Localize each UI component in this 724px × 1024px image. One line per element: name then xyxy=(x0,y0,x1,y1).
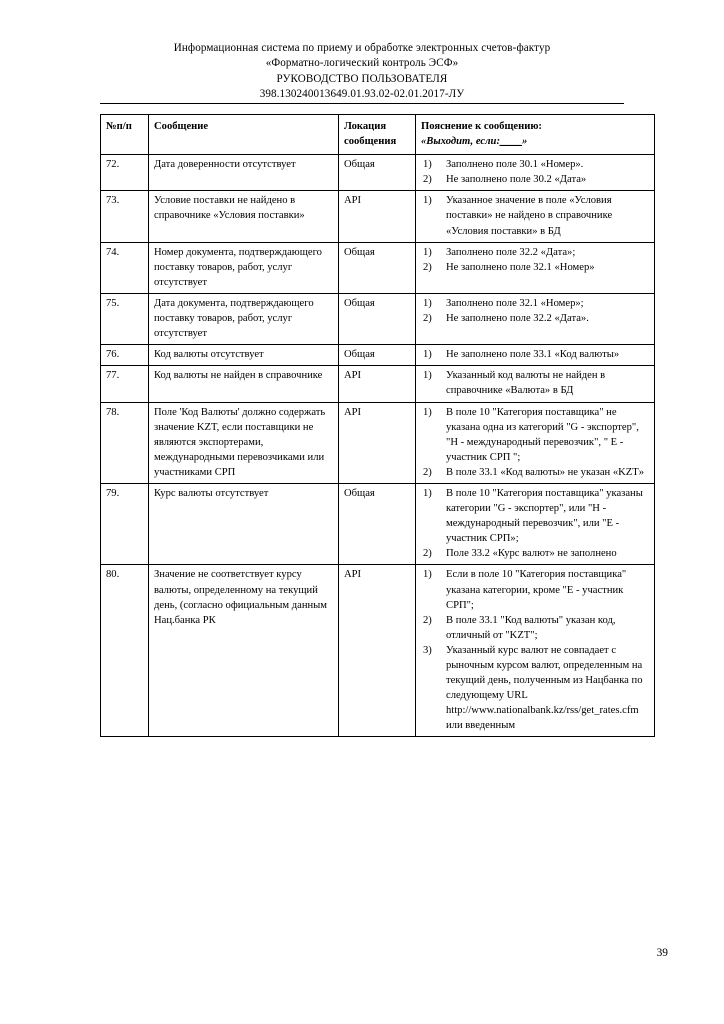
cell-number: 75. xyxy=(101,293,149,344)
cell-explanation xyxy=(416,345,655,366)
column-header-location: Локация сообщения xyxy=(339,115,416,155)
explanation-item: В поле 33.1 "Код валюты" указан код, отличный от "KZT"; xyxy=(446,614,616,641)
table-row xyxy=(101,402,655,483)
cell-location: API xyxy=(339,366,416,402)
cell-location: API xyxy=(339,402,416,483)
cell-number: 80. xyxy=(101,565,149,737)
cell-message: Поле 'Код Валюты' должно содержать значение KZT, если поставщики не являются экспортерами, международными перевозчиками или участниками СРП xyxy=(149,402,339,483)
cell-message: Дата доверенности отсутствует xyxy=(149,155,339,191)
table-row xyxy=(101,366,655,402)
cell-location: Общая xyxy=(339,345,416,366)
explanation-item: Заполнено поле 30.1 «Номер». xyxy=(446,159,584,171)
cell-location: Общая xyxy=(339,293,416,344)
cell-message: Код валюты отсутствует xyxy=(149,345,339,366)
column-header-explanation xyxy=(416,115,655,155)
cell-message: Курс валюты отсутствует xyxy=(149,483,339,564)
subtitle-close-text: » xyxy=(522,136,528,148)
table-row xyxy=(101,345,655,366)
cell-number: 72. xyxy=(101,155,149,191)
explanation-item: Заполнено поле 32.2 «Дата»; xyxy=(446,246,576,258)
messages-table xyxy=(100,114,655,737)
cell-number: 79. xyxy=(101,483,149,564)
header-line-doc-code: 398.130240013649.01.93.02-02.01.2017-ЛУ xyxy=(259,87,465,100)
explanation-item: Не заполнено поле 30.2 «Дата» xyxy=(446,174,587,186)
cell-explanation xyxy=(416,293,655,344)
explanation-list xyxy=(421,296,650,326)
header-line-doc-type: РУКОВОДСТВО ПОЛЬЗОВАТЕЛЯ xyxy=(276,72,448,85)
cell-location: Общая xyxy=(339,242,416,293)
subtitle-open-text: «Выходит, если: xyxy=(421,136,500,148)
page-number: 39 xyxy=(656,947,668,959)
header-line-system-name: Информационная система по приему и обработке электронных счетов-фактур xyxy=(173,42,551,54)
explanation-list xyxy=(421,157,650,187)
table-header xyxy=(101,115,655,155)
explanation-item: В поле 33.1 «Код валюты» не указан «KZT» xyxy=(446,466,645,478)
cell-location: API xyxy=(339,565,416,737)
header-line-subsystem-name: «Форматно-логический контроль ЭСФ» xyxy=(265,57,459,70)
table-row xyxy=(101,293,655,344)
table-body xyxy=(101,155,655,737)
document-header xyxy=(100,41,624,102)
explanation-item: Указанное значение в поле «Условия поставки» не найдено в справочнике «Условия поставки» в БД xyxy=(446,195,613,237)
cell-explanation xyxy=(416,366,655,402)
explanation-list xyxy=(421,486,650,561)
table-row xyxy=(101,191,655,242)
cell-message: Код валюты не найден в справочнике xyxy=(149,366,339,402)
column-header-explanation-title: Пояснение к сообщению: xyxy=(421,121,542,132)
explanation-item: Указанный курс валют не совпадает с рыночным курсом валют, определенным на текущий день, полученным из Нацбанка по следующему URL http://www.nationalbank.kz/rss/get_rates.cfm или введенным xyxy=(446,644,643,732)
cell-number: 78. xyxy=(101,402,149,483)
explanation-item: Не заполнено поле 32.1 «Номер» xyxy=(446,261,595,273)
header-divider-rule xyxy=(100,103,624,104)
cell-explanation xyxy=(416,565,655,737)
column-header-message: Сообщение xyxy=(149,115,339,155)
cell-message: Значение не соответствует курсу валюты, определенному на текущий день, (согласно официальным данным Нац.банка РК xyxy=(149,565,339,737)
cell-explanation xyxy=(416,242,655,293)
table-header-row xyxy=(101,115,655,155)
explanation-item: Не заполнено поле 32.2 «Дата». xyxy=(446,313,589,325)
subtitle-blank-underline: ____ xyxy=(499,136,523,148)
explanation-item: Указанный код валюты не найден в справочнике «Валюта» в БД xyxy=(446,370,606,397)
cell-explanation xyxy=(416,402,655,483)
cell-explanation xyxy=(416,191,655,242)
column-header-explanation-subtitle xyxy=(421,134,650,149)
table-row xyxy=(101,565,655,737)
cell-number: 76. xyxy=(101,345,149,366)
explanation-item: Если в поле 10 "Категория поставщика" указана категории, кроме "E - участник СРП"; xyxy=(446,569,627,611)
messages-table-container xyxy=(100,114,654,737)
cell-location: Общая xyxy=(339,155,416,191)
explanation-item: Не заполнено поле 33.1 «Код валюты» xyxy=(446,349,620,361)
cell-explanation xyxy=(416,483,655,564)
cell-number: 73. xyxy=(101,191,149,242)
table-row xyxy=(101,242,655,293)
explanation-list xyxy=(421,347,650,362)
table-row xyxy=(101,483,655,564)
explanation-item: Поле 33.2 «Курс валют» не заполнено xyxy=(446,548,617,560)
cell-explanation xyxy=(416,155,655,191)
explanation-list xyxy=(421,245,650,275)
explanation-item: Заполнено поле 32.1 «Номер»; xyxy=(446,297,584,309)
cell-location: API xyxy=(339,191,416,242)
cell-location: Общая xyxy=(339,483,416,564)
explanation-list xyxy=(421,567,650,733)
cell-number: 74. xyxy=(101,242,149,293)
cell-message: Условие поставки не найдено в справочнике «Условия поставки» xyxy=(149,191,339,242)
explanation-list xyxy=(421,368,650,398)
explanation-list xyxy=(421,193,650,238)
cell-message: Дата документа, подтверждающего поставку товаров, работ, услуг отсутствует xyxy=(149,293,339,344)
column-header-number: №п/п xyxy=(101,115,149,155)
explanation-item: В поле 10 "Категория поставщика" не указана одна из категорий "G - экспортер", "H - международный перевозчик", " E - участник СРП "; xyxy=(446,406,639,463)
cell-number: 77. xyxy=(101,366,149,402)
explanation-item: В поле 10 "Категория поставщика" указаны категории "G - экспортер", или "H - международный перевозчик", или "E - участник СРП»; xyxy=(446,487,643,545)
explanation-list xyxy=(421,405,650,480)
table-row xyxy=(101,155,655,191)
cell-message: Номер документа, подтверждающего поставку товаров, работ, услуг отсутствует xyxy=(149,242,339,293)
